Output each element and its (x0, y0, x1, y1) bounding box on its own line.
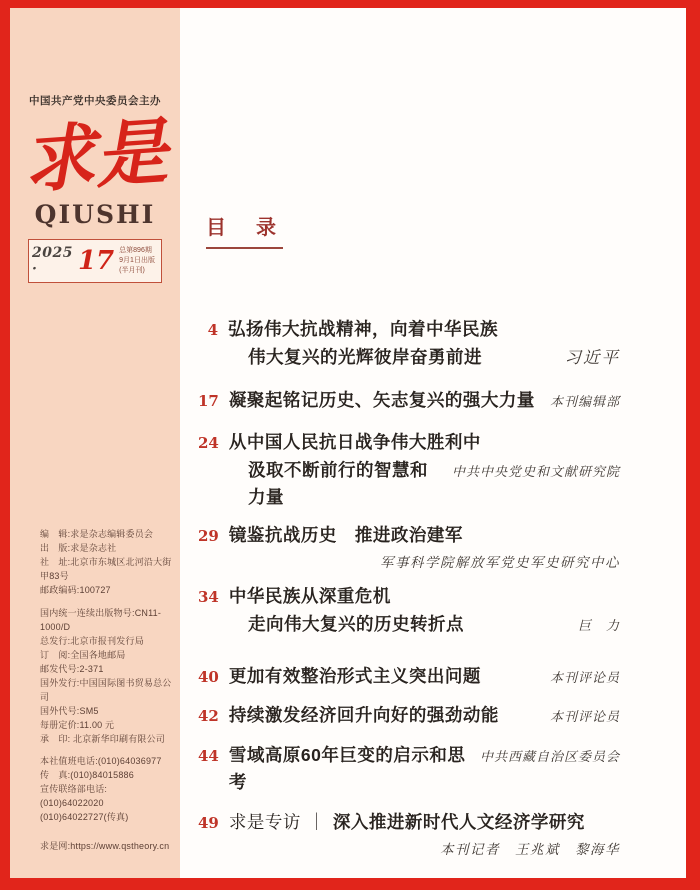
issue-box (28, 239, 162, 283)
entry-title: 雪域高原60年巨变的启示和思考 (228, 745, 466, 792)
page-number: 44 (198, 747, 219, 765)
sidebar (10, 8, 180, 878)
entry-title-prefix: 求是专访 (228, 812, 301, 832)
toc-entry[interactable] (198, 663, 620, 692)
colophon-phone-group (40, 754, 174, 824)
colophon-line-overseas-distributor: 国外发行:中国国际图书贸易总公司 (40, 678, 172, 702)
issue-meta (119, 246, 158, 276)
colophon-line-editor: 编 辑:求是杂志编辑委员会 (40, 529, 154, 539)
toc-header-row (198, 198, 620, 240)
colophon-publisher-group (40, 527, 174, 597)
page-number: 24 (198, 434, 219, 452)
entry-author: 本刊记者 王兆斌 黎海华 (440, 842, 620, 858)
toc-entry[interactable] (198, 429, 620, 511)
entry-author: 军事科学院解放军党史军史研究中心 (380, 555, 620, 571)
website-line[interactable]: 求是网:https://www.qstheory.cn (40, 841, 170, 851)
qiushi-latin-logo: QIUSHI (34, 200, 156, 229)
entry-author: 本刊评论员 (549, 710, 620, 725)
entry-title: 中华民族从深重危机 (228, 586, 391, 606)
page-number: 40 (198, 668, 219, 686)
page-number: 4 (207, 321, 218, 339)
toc-entry[interactable] (198, 702, 620, 731)
colophon (40, 527, 174, 853)
issue-number: 17 (77, 246, 115, 276)
entry-author: 中共中央党史和文献研究院 (451, 465, 620, 480)
page-number: 49 (198, 814, 219, 832)
page-number: 29 (198, 527, 219, 545)
colophon-line-postcode: 邮政编码:100727 (40, 585, 111, 595)
colophon-line-duty-phone: 本社值班电话:(010)64036977 (40, 756, 162, 766)
toc-header: 目 录 (206, 211, 283, 249)
toc-entry[interactable] (198, 387, 620, 416)
colophon-line-printer: 承 印: 北京新华印刷有限公司 (40, 734, 166, 744)
colophon-line-subscription: 订 阅:全国各地邮局 (40, 650, 126, 660)
organizer-line: 中国共产党中央委员会主办 (29, 95, 161, 107)
colophon-line-distributor: 总发行:北京市报刊发行局 (40, 636, 144, 646)
colophon-line-liaison-phone-1: (010)64022020 (40, 798, 104, 808)
entry-author: 中共西藏自治区委员会 (479, 750, 620, 765)
toc-entry[interactable] (198, 583, 620, 640)
entry-title-main: 深入推进新时代人文经济学研究 (332, 812, 585, 832)
colophon-line-postal-code: 邮发代号:2-371 (40, 664, 104, 674)
colophon-line-price: 每册定价:11.00 元 (40, 720, 115, 730)
title-separator: ｜ (307, 812, 326, 832)
page-number: 17 (198, 392, 219, 410)
colophon-line-liaison-label: 宣传联络部电话: (40, 784, 108, 794)
toc-entry[interactable] (198, 522, 620, 577)
entry-title-line2: 走向伟大复兴的历史转折点 (248, 614, 464, 634)
colophon-line-liaison-phone-2: (010)64022727(传真) (40, 812, 129, 822)
entry-title-line2: 伟大复兴的光辉彼岸奋勇前进 (248, 347, 482, 367)
colophon-line-address: 社 址:北京市东城区北河沿大街甲83号 (40, 557, 172, 581)
entry-title: 从中国人民抗日战争伟大胜利中 (228, 432, 481, 452)
entry-title: 凝聚起铭记历史、矢志复兴的强大力量 (228, 390, 535, 410)
entry-author: 本刊编辑部 (549, 395, 620, 410)
colophon-line-fax: 传 真:(010)84015886 (40, 770, 134, 780)
entry-author: 巨 力 (577, 619, 620, 634)
entry-title-line2: 汲取不断前行的智慧和力量 (248, 460, 428, 507)
page-number: 42 (198, 707, 219, 725)
entry-title: 镜鉴抗战历史 推进政治建军 (228, 525, 463, 545)
toc-entry[interactable] (198, 316, 620, 371)
colophon-line-overseas-code: 国外代号:SM5 (40, 706, 99, 716)
entry-title: 弘扬伟大抗战精神，向着中华民族 (228, 319, 498, 339)
entry-title: 持续激发经济回升向好的强劲动能 (228, 705, 499, 725)
colophon-distribution-group (40, 606, 174, 746)
entry-author: 本刊评论员 (549, 671, 620, 686)
toc-entries (198, 316, 620, 864)
issue-pubdate: 9月1日出版(半月刊) (119, 257, 155, 274)
colophon-line-cn-number: 国内统一连续出版物号:CN11-1000/D (40, 608, 162, 632)
issue-total: 总第896期 (119, 247, 152, 254)
toc-page (180, 8, 686, 878)
page-number: 34 (198, 588, 219, 606)
qiushi-logo: 求是 (20, 108, 170, 203)
colophon-line-publisher: 出 版:求是杂志社 (40, 543, 117, 553)
issue-year: 2025 · (32, 245, 73, 277)
entry-title: 更加有效整治形式主义突出问题 (228, 666, 481, 686)
entry-title (229, 809, 585, 836)
entry-author: 习近平 (564, 348, 620, 367)
page-body (10, 8, 686, 878)
toc-entry[interactable] (198, 809, 620, 864)
toc-entry[interactable] (198, 742, 620, 796)
